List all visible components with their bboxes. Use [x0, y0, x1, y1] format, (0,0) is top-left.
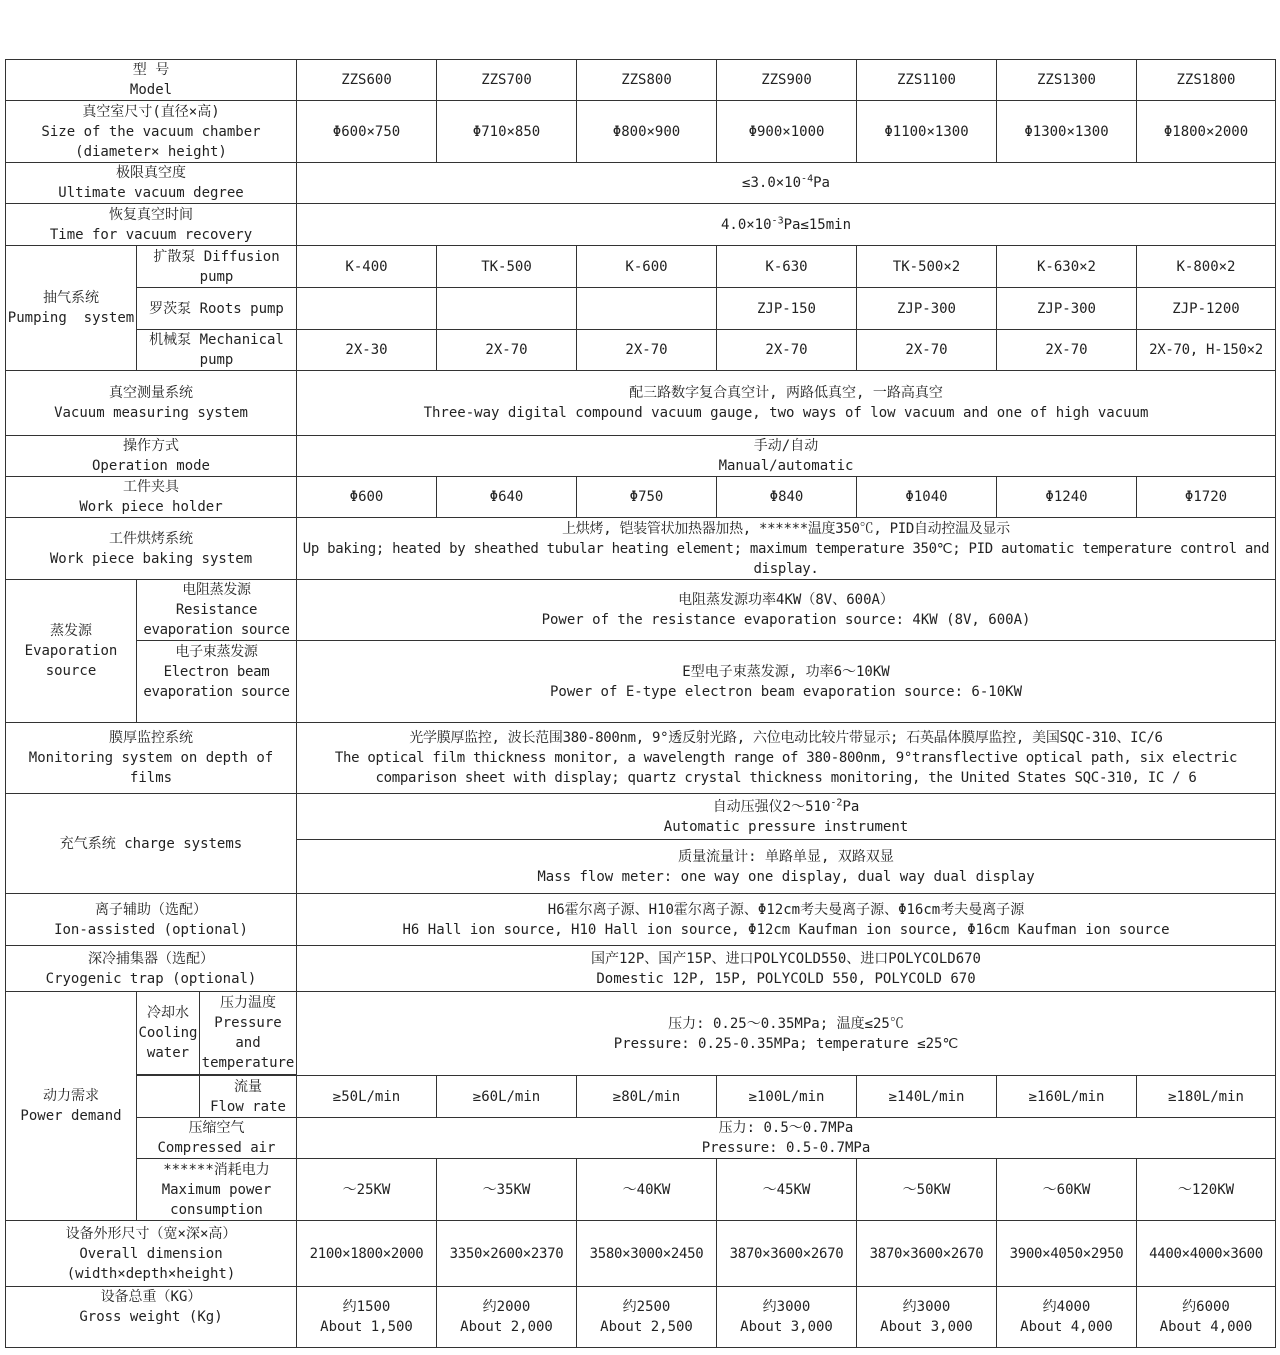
value-en: About 4,000 — [1020, 1319, 1113, 1335]
value-zh: H6霍尔离子源、H10霍尔离子源、Φ12cm考夫曼离子源、Φ16cm考夫曼离子源 — [547, 901, 1025, 918]
model-cell: ZZS800 — [577, 60, 717, 101]
label-zh: 电子束蒸发源 — [175, 643, 258, 660]
baking-value — [297, 518, 1276, 580]
label-en: Ultimate vacuum degree — [58, 185, 244, 201]
value-zh: 约1500 — [342, 1299, 391, 1315]
row-label-model — [6, 60, 297, 101]
value-exponent: -4 — [801, 173, 814, 185]
value-en: The optical film thickness monitor, a wavelength range of 380-800nm, 9°transflective optical path, six electric comparison sheet with display; quartz crystal thickness monitoring, the United States SQC-310, IC / 6 — [334, 750, 1238, 786]
value-zh: 约2000 — [482, 1299, 531, 1315]
value-unit: Pa — [813, 175, 830, 191]
label-zh: 膜厚监控系统 — [109, 730, 193, 746]
value-zh: 约3000 — [762, 1299, 811, 1315]
max-power-cell: ～40KW — [577, 1159, 717, 1221]
chamber-size-cell: Φ900×1000 — [717, 101, 857, 163]
label-en: evaporation source — [143, 683, 290, 700]
label-en: consumption — [170, 1201, 263, 1218]
value-en: Pressure: 0.5-0.7MPa — [701, 1140, 871, 1156]
flow-rate-cell: ≥140L/min — [857, 1076, 997, 1118]
label-zh: 型 号 — [132, 62, 170, 78]
row-label-baking — [6, 518, 297, 580]
value-text: 4.0×10 — [720, 216, 772, 233]
value-en: About 3,000 — [740, 1319, 833, 1335]
label-zh: 设备总重（KG） — [100, 1289, 202, 1305]
weight-cell — [577, 1287, 717, 1348]
value-zh: 约3000 — [902, 1299, 951, 1315]
max-power-cell: ～50KW — [857, 1159, 997, 1221]
flow-rate-cell: ≥50L/min — [297, 1076, 437, 1118]
row-label-measuring — [6, 371, 297, 436]
label-zh: 工件烘烤系统 — [109, 530, 193, 547]
label-en: evaporation source — [143, 622, 290, 638]
table-row — [6, 894, 1276, 946]
value-zh: 约6000 — [1182, 1299, 1230, 1315]
row-label-ultimate — [6, 163, 297, 204]
label-en: Gross weight (Kg) — [79, 1309, 223, 1325]
value-en: Mass flow meter: one way one display, dual way dual display — [537, 868, 1035, 885]
dimension-cell: 3900×4050×2950 — [997, 1221, 1137, 1287]
cooling-flow-group — [137, 1076, 297, 1118]
label-zh: 操作方式 — [123, 438, 179, 454]
table-row — [6, 477, 1276, 518]
row-label-weight — [6, 1287, 297, 1348]
diffusion-pump-cell: K-600 — [577, 246, 717, 288]
mechanical-pump-cell: 2X-70 — [997, 330, 1137, 371]
label-en: Overall dimension — [79, 1245, 223, 1262]
holder-cell: Φ1040 — [857, 477, 997, 518]
value-unit: Pa — [842, 798, 860, 815]
value-zh: 国产12P、国产15P、进口POLYCOLD550、进口POLYCOLD670 — [590, 950, 981, 967]
cryo-value — [297, 946, 1276, 992]
chamber-size-cell: Φ600×750 — [297, 101, 437, 163]
label-en: Cryogenic trap (optional) — [45, 970, 257, 987]
label-zh: 设备外形尺寸（宽×深×高） — [65, 1225, 237, 1242]
model-cell: ZZS1800 — [1137, 60, 1276, 101]
row-label-monitoring — [6, 723, 297, 794]
diffusion-pump-cell: K-630 — [717, 246, 857, 288]
dimension-cell: 3870×3600×2670 — [717, 1221, 857, 1287]
row-label-operation — [6, 436, 297, 477]
value-zh: 约2500 — [622, 1299, 671, 1315]
label-zh: ******消耗电力 — [163, 1161, 270, 1178]
value-en: H6 Hall ion source, H10 Hall ion source, Φ12cm Kaufman ion source, Φ16cm Kaufman ion source — [402, 921, 1170, 938]
model-cell: ZZS1300 — [997, 60, 1137, 101]
label-text: pump — [199, 352, 234, 368]
label-zh: 压缩空气 — [188, 1120, 245, 1136]
model-cell: ZZS900 — [717, 60, 857, 101]
measuring-value — [297, 371, 1276, 436]
value-en: Pressure: 0.25-0.35MPa; temperature ≤25℃ — [613, 1035, 959, 1052]
table-row — [6, 371, 1276, 436]
flow-rate-cell: ≥100L/min — [717, 1076, 857, 1118]
dimension-cell: 3870×3600×2670 — [857, 1221, 997, 1287]
chamber-size-cell: Φ1800×2000 — [1137, 101, 1276, 163]
row-label-cryo — [6, 946, 297, 992]
diffusion-pump-cell: TK-500 — [437, 246, 577, 288]
label-en: water — [146, 1045, 190, 1061]
mechanical-pump-cell: 2X-70 — [437, 330, 577, 371]
label-en: Pressure — [214, 1015, 282, 1031]
sub-label-flow-rate — [200, 1076, 296, 1117]
weight-cell — [1137, 1287, 1276, 1348]
label-zh: 离子辅助（选配） — [95, 901, 207, 918]
mechanical-pump-cell: 2X-70 — [717, 330, 857, 371]
value-en: About 1,500 — [320, 1319, 413, 1335]
label-en: Evaporation — [24, 643, 118, 659]
value-en: Three-way digital compound vacuum gauge, two ways of low vacuum and one of high vacuum — [423, 405, 1149, 421]
holder-cell: Φ750 — [577, 477, 717, 518]
recovery-time-value — [297, 204, 1276, 246]
label-en: Pumping system — [7, 310, 135, 326]
dimension-cell: 3580×3000×2450 — [577, 1221, 717, 1287]
holder-cell: Φ640 — [437, 477, 577, 518]
row-label-holder — [6, 477, 297, 518]
row-label-chamber — [6, 101, 297, 163]
row-label-dimension — [6, 1221, 297, 1287]
label-zh: 深冷捕集器（选配） — [88, 950, 214, 967]
label-en: Compressed air — [157, 1140, 276, 1156]
value-zh: 配三路数字复合真空计, 两路低真空, 一路高真空 — [629, 385, 943, 401]
monitoring-value — [297, 723, 1276, 794]
label-text: 扩散泵 Diffusion — [153, 248, 280, 265]
sub-label-diffusion — [137, 246, 297, 288]
chamber-size-cell: Φ1100×1300 — [857, 101, 997, 163]
holder-cell: Φ600 — [297, 477, 437, 518]
sub-label-pressure-temperature — [200, 992, 296, 1074]
roots-pump-cell: ZJP-150 — [717, 288, 857, 330]
diffusion-pump-cell: TK-500×2 — [857, 246, 997, 288]
row-label-power — [6, 992, 137, 1221]
value-text: ≤3.0×10 — [742, 175, 802, 191]
label-en: Model — [129, 82, 173, 98]
table-row — [6, 794, 1276, 840]
ebeam-source-value — [297, 641, 1276, 723]
weight-cell — [437, 1287, 577, 1348]
value-zh: 约4000 — [1042, 1299, 1091, 1315]
table-row — [6, 246, 1276, 288]
value-zh: 上烘烤, 铠装管状加热器加热, ******温度350℃, PID自动控温及显示 — [562, 520, 1010, 537]
label-en: Time for vacuum recovery — [49, 226, 253, 243]
sub-label-roots: 罗茨泵 Roots pump — [137, 288, 297, 330]
value-en: Up baking; heated by sheathed tubular heating element; maximum temperature 350℃; PID automatic temperature control and display. — [302, 540, 1270, 577]
model-cell: ZZS600 — [297, 60, 437, 101]
cooling-water-label — [137, 992, 200, 1074]
label-en: Vacuum measuring system — [54, 405, 248, 421]
label-zh: 极限真空度 — [116, 165, 186, 181]
diffusion-pump-cell: K-800×2 — [1137, 246, 1276, 288]
table-row — [6, 1076, 1276, 1118]
mechanical-pump-cell: 2X-70 — [577, 330, 717, 371]
label-zh: 动力需求 — [43, 1088, 99, 1104]
label-zh: 蒸发源 — [50, 623, 92, 639]
roots-pump-cell — [437, 288, 577, 330]
mechanical-pump-cell: 2X-30 — [297, 330, 437, 371]
flow-rate-cell: ≥60L/min — [437, 1076, 577, 1118]
table-row — [6, 1159, 1276, 1221]
cooling-pressure-temperature-value — [297, 992, 1276, 1076]
roots-pump-cell — [297, 288, 437, 330]
max-power-cell: ～35KW — [437, 1159, 577, 1221]
compressed-air-value — [297, 1118, 1276, 1159]
sub-label-compressed-air — [137, 1118, 297, 1159]
value-text: 自动压强仪2～510 — [712, 798, 831, 815]
roots-pump-cell — [577, 288, 717, 330]
value-en: Automatic pressure instrument — [663, 818, 909, 835]
label-zh: 压力温度 — [220, 995, 276, 1011]
label-text: pump — [199, 268, 234, 285]
value-en: Manual/automatic — [718, 458, 854, 474]
label-en: temperature — [201, 1055, 295, 1071]
table-row — [6, 723, 1276, 794]
label-zh: 冷却水 — [147, 1005, 189, 1021]
table-row — [6, 946, 1276, 992]
holder-cell: Φ840 — [717, 477, 857, 518]
label-zh: 流量 — [234, 1078, 262, 1095]
ion-value — [297, 894, 1276, 946]
label-zh: 恢复真空时间 — [109, 206, 193, 223]
dimension-cell: 3350×2600×2370 — [437, 1221, 577, 1287]
label-en: Flow rate — [210, 1098, 286, 1115]
value-en: About 2,500 — [600, 1319, 693, 1335]
table-row — [6, 580, 1276, 641]
mechanical-pump-cell: 2X-70, H-150×2 — [1137, 330, 1276, 371]
label-en: (width×depth×height) — [66, 1265, 236, 1282]
label-zh: 真空测量系统 — [109, 385, 193, 401]
weight-cell — [717, 1287, 857, 1348]
table-row — [6, 288, 1276, 330]
table-row — [6, 60, 1276, 101]
roots-pump-cell: ZJP-300 — [857, 288, 997, 330]
value-zh: E型电子束蒸发源, 功率6～10KW — [682, 663, 890, 680]
table-row — [6, 330, 1276, 371]
value-zh: 电阻蒸发源功率4KW（8V、600A） — [678, 592, 894, 608]
flow-rate-cell: ≥160L/min — [997, 1076, 1137, 1118]
chamber-size-cell: Φ1300×1300 — [997, 101, 1137, 163]
label-en: Operation mode — [91, 458, 210, 474]
row-label-recovery — [6, 204, 297, 246]
label-en: (diameter× height) — [75, 143, 227, 160]
max-power-cell: ～25KW — [297, 1159, 437, 1221]
sub-label-resistance — [137, 580, 297, 641]
weight-cell — [297, 1287, 437, 1348]
value-en: About 2,000 — [460, 1319, 553, 1335]
model-cell: ZZS1100 — [857, 60, 997, 101]
table-row — [6, 992, 1276, 1076]
value-zh: 压力: 0.25～0.35MPa; 温度≤25℃ — [668, 1015, 904, 1032]
table-row — [6, 1118, 1276, 1159]
label-en: Monitoring system on depth of films — [28, 750, 274, 786]
value-en: Domestic 12P, 15P, POLYCOLD 550, POLYCOLD 670 — [596, 970, 976, 987]
sub-label-mechanical — [137, 330, 297, 371]
table-row — [6, 204, 1276, 246]
label-en: and — [235, 1035, 261, 1051]
specification-table — [5, 59, 1276, 1348]
row-label-ion — [6, 894, 297, 946]
flow-rate-cell: ≥180L/min — [1137, 1076, 1276, 1118]
label-en: Maximum power — [161, 1181, 272, 1198]
value-zh: 光学膜厚监控, 波长范围380-800nm, 9°透反射光路, 六位电动比较片带显示; 石英晶体膜厚监控, 美国SQC-310、IC/6 — [409, 730, 1163, 746]
table-row — [6, 518, 1276, 580]
resistance-source-value — [297, 580, 1276, 641]
row-label-evaporation — [6, 580, 137, 723]
label-en: Power demand — [20, 1108, 122, 1124]
value-zh: 手动/自动 — [753, 438, 819, 454]
label-zh: 电阻蒸发源 — [182, 582, 251, 598]
holder-cell: Φ1240 — [997, 477, 1137, 518]
roots-pump-cell: ZJP-1200 — [1137, 288, 1276, 330]
value-en: About 3,000 — [880, 1319, 973, 1335]
table-row — [6, 163, 1276, 204]
weight-cell — [997, 1287, 1137, 1348]
max-power-cell: ～120KW — [1137, 1159, 1276, 1221]
cooling-water-group — [137, 992, 297, 1076]
value-unit: Pa≤15min — [783, 216, 852, 233]
diffusion-pump-cell: K-630×2 — [997, 246, 1137, 288]
label-en: Work piece holder — [79, 499, 223, 515]
value-exponent: -2 — [830, 796, 843, 808]
chamber-size-cell: Φ800×900 — [577, 101, 717, 163]
row-label-charge: 充气系统 charge systems — [6, 794, 297, 894]
ultimate-vacuum-value — [297, 163, 1276, 204]
chamber-size-cell: Φ710×850 — [437, 101, 577, 163]
value-zh: 质量流量计: 单路单显, 双路双显 — [678, 848, 894, 865]
dimension-cell: 2100×1800×2000 — [297, 1221, 437, 1287]
sub-label-ebeam — [137, 641, 297, 723]
label-en: Work piece baking system — [49, 550, 253, 567]
flow-rate-cell: ≥80L/min — [577, 1076, 717, 1118]
charge-flow-value — [297, 840, 1276, 894]
dimension-cell: 4400×4000×3600 — [1137, 1221, 1276, 1287]
value-en: About 4,000 — [1159, 1319, 1253, 1335]
max-power-cell: ～45KW — [717, 1159, 857, 1221]
diffusion-pump-cell: K-400 — [297, 246, 437, 288]
cooling-water-label-continued — [137, 1076, 200, 1117]
label-en: Resistance — [175, 602, 258, 618]
value-zh: 压力: 0.5～0.7MPa — [718, 1120, 854, 1136]
table-row — [6, 436, 1276, 477]
roots-pump-cell: ZJP-300 — [997, 288, 1137, 330]
label-en: Ion-assisted (optional) — [54, 921, 248, 938]
model-cell: ZZS700 — [437, 60, 577, 101]
table-row — [6, 1221, 1276, 1287]
mechanical-pump-cell: 2X-70 — [857, 330, 997, 371]
max-power-cell: ～60KW — [997, 1159, 1137, 1221]
label-en: Size of the vacuum chamber — [41, 123, 261, 140]
label-zh: 工件夹具 — [123, 479, 179, 495]
value-en: Power of E-type electron beam evaporation source: 6-10KW — [549, 683, 1022, 700]
label-en: Electron beam — [163, 663, 270, 680]
table-row — [6, 101, 1276, 163]
row-label-pumping — [6, 246, 137, 371]
sub-label-max-power — [137, 1159, 297, 1221]
value-exponent: -3 — [771, 214, 784, 226]
label-en: Cooling — [138, 1025, 198, 1041]
label-en: source — [45, 663, 97, 679]
weight-cell — [857, 1287, 997, 1348]
table-row — [6, 641, 1276, 723]
table-row — [6, 1287, 1276, 1348]
holder-cell: Φ1720 — [1137, 477, 1276, 518]
label-text: 机械泵 Mechanical — [149, 332, 284, 348]
charge-pressure-value — [297, 794, 1276, 840]
value-en: Power of the resistance evaporation source: 4KW (8V, 600A) — [541, 612, 1031, 628]
label-zh: 真空室尺寸(直径×高) — [82, 103, 220, 120]
label-zh: 抽气系统 — [43, 290, 99, 306]
operation-value — [297, 436, 1276, 477]
